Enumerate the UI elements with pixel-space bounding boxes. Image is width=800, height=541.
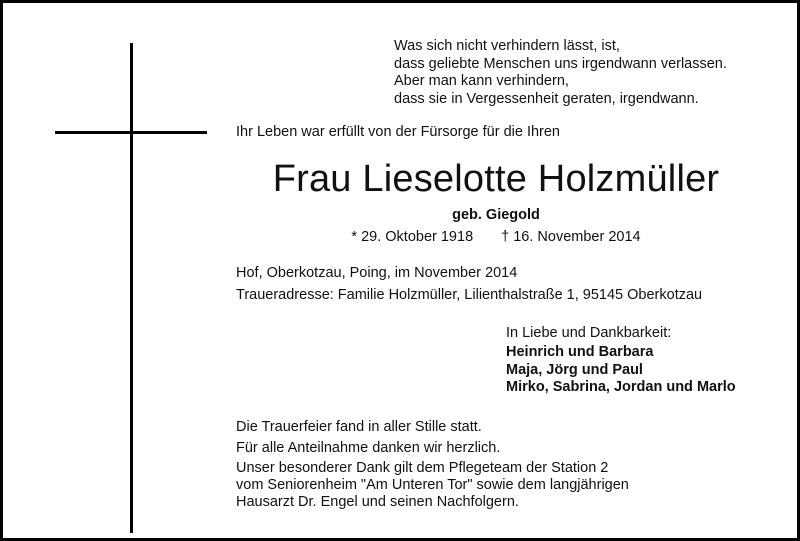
thanks-label: In Liebe und Dankbarkeit:: [506, 325, 672, 341]
mourner-entry: Heinrich und Barbara: [506, 344, 654, 360]
life-dates: [236, 229, 756, 245]
poem-line: dass sie in Vergessenheit geraten, irgendwann.: [394, 90, 699, 107]
special-thanks-line: Hausarzt Dr. Engel und seinen Nachfolgern.: [236, 494, 519, 510]
mourning-address: Traueradresse: Familie Holzmüller, Lilienthalstraße 1, 95145 Oberkotzau: [236, 287, 703, 303]
mourner-entry: Maja, Jörg und Paul: [506, 361, 643, 378]
birth-date: * 29. Oktober 1918: [351, 229, 474, 245]
poem-line: Aber man kann verhindern,: [394, 73, 569, 89]
mourners-list: [506, 344, 736, 397]
gratitude-note: Für alle Anteilnahme danken wir herzlich.: [236, 440, 501, 456]
deceased-name: Frau Lieselotte Holzmüller: [272, 158, 720, 200]
poem-line: Was sich nicht verhindern lässt, ist,: [394, 38, 620, 54]
place-date: Hof, Oberkotzau, Poing, im November 2014: [236, 265, 518, 281]
poem: [394, 38, 727, 108]
death-date: † 16. November 2014: [501, 229, 641, 245]
special-thanks-line: Unser besonderer Dank gilt dem Pflegeteam der Station 2: [236, 460, 609, 476]
funeral-note: Die Trauerfeier fand in aller Stille statt.: [236, 419, 482, 435]
cross-icon-vertical: [130, 43, 133, 533]
intro-text: Ihr Leben war erfüllt von der Fürsorge für die Ihren: [236, 124, 560, 140]
special-thanks: [236, 460, 629, 511]
poem-line: dass geliebte Menschen uns irgendwann verlassen.: [394, 55, 727, 72]
cross-icon-horizontal: [55, 131, 207, 134]
mourner-entry: Mirko, Sabrina, Jordan und Marlo: [506, 379, 736, 395]
maiden-name: geb. Giegold: [452, 207, 540, 223]
special-thanks-line: vom Seniorenheim "Am Unteren Tor" sowie dem langjährigen: [236, 477, 629, 493]
